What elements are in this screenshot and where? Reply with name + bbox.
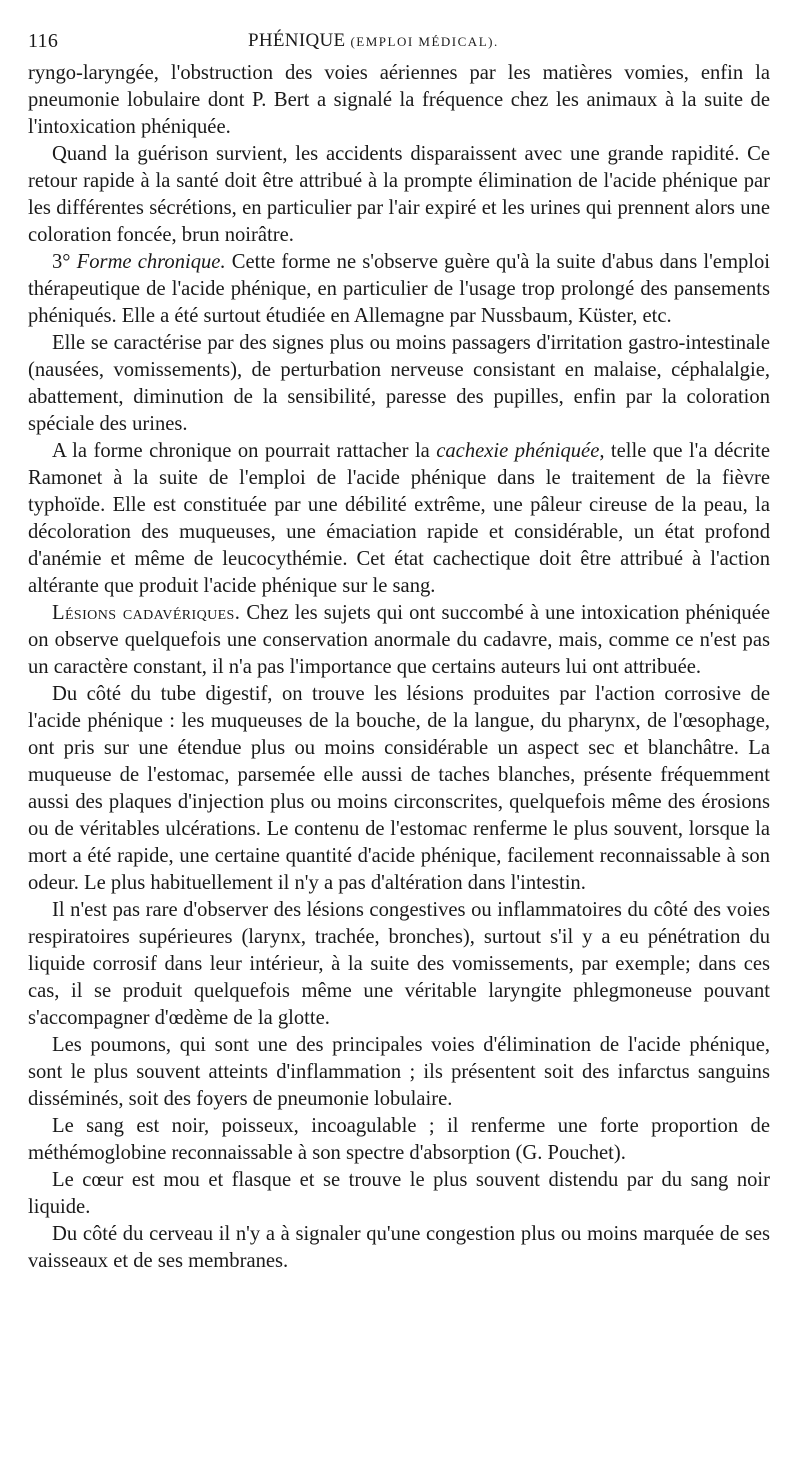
paragraph-text: Le sang est noir, poisseux, incoagulable ; il renferme une forte proportion de méthémoglobine reconnaissable à son spectre d'absorption (G. Pouchet). [28,1115,770,1164]
paragraph [28,1113,770,1167]
paragraph [28,1167,770,1221]
paragraph [28,1032,770,1113]
paragraph [28,60,770,141]
paragraph-text: Le cœur est mou et flasque et se trouve le plus souvent distendu par du sang noir liquide. [28,1169,770,1218]
paragraph [28,249,770,330]
paragraph [28,141,770,249]
paragraph [28,438,770,600]
paragraph [28,681,770,897]
page-number: 116 [28,30,59,52]
paragraph-text: Chez les sujets qui ont succombé à une intoxication phéniquée on observe quelquefois une conservation anormale du cadavre, mais, comme ce n'est pas un caractère constant, il n'a pas l'importance que certains auteurs lui ont attribuée. [28,602,770,678]
body-text [28,60,770,1275]
paragraph-text: ryngo-laryngée, l'obstruction des voies aériennes par les matières vomies, enfin la pneumonie lobulaire dont P. Bert a signalé la fréquence chez les animaux à la suite de l'intoxication phéniquée. [28,62,770,138]
paragraph-text: Du côté du cerveau il n'y a à signaler qu'une congestion plus ou moins marquée de ses vaisseaux et de ses membranes. [28,1223,770,1272]
paragraph [28,330,770,438]
paragraph-text: Cette forme ne s'observe guère qu'à la suite d'abus dans l'emploi thérapeutique de l'acide phénique, en particulier de l'usage trop prolongé des pansements phéniqués. Elle a été surtout étudiée en Allemagne par Nussbaum, Küster, etc. [28,251,771,327]
italic-term: cachexie phéniquée, [436,440,605,462]
paragraph-text: Elle se caractérise par des signes plus ou moins passagers d'irritation gastro-intestinale (nausées, vomissements), de perturbation nerveuse consistant en malaise, céphalalgie, abattement, diminution de la sensibilité, paresse des pupilles, enfin par la coloration spéciale des urines. [28,332,770,435]
paragraph-text: Il n'est pas rare d'observer des lésions congestives ou inflammatoires du côté des voies respiratoires supérieures (larynx, trachée, bronches), surtout s'il y a eu pénétration du liquide corrosif dans leur intérieur, à la suite des vomissements, par exemple; dans ces cas, il se produit quelquefois même une véritable laryngite phlegmoneuse pouvant s'accompagner d'œdème de la glotte. [28,899,770,1029]
paragraph [28,600,770,681]
paragraph-text: Les poumons, qui sont une des principales voies d'élimination de l'acide phénique, sont le plus souvent atteints d'inflammation ; ils présentent soit des infarctus sanguins disséminés, soit des foyers de pneumonie lobulaire. [28,1034,770,1110]
paragraph-text: Du côté du tube digestif, on trouve les lésions produites par l'action corrosive de l'acide phénique : les muqueuses de la bouche, de la langue, du pharynx, de l'œsophage, ont pris sur une étendue plus ou moins considérable un aspect sec et blanchâtre. La muqueuse de l'estomac, parsemée elle aussi de taches blanches, présente fréquemment aussi des plaques d'injection plus ou moins circonscrites, quelquefois même des érosions ou de véritables ulcérations. Le contenu de l'estomac renferme le plus souvent, lorsque la mort a été rapide, une certaine quantité d'acide phénique, facilement reconnaissable à son odeur. Le plus habituellement il n'y a pas d'altération dans l'intestin. [28,683,770,894]
running-title [248,30,499,52]
paragraph-text: Quand la guérison survient, les accidents disparaissent avec une grande rapidité. Ce retour rapide à la santé doit être attribué à la prompte élimination de l'acide phénique par les différentes sécrétions, en particulier par l'air expiré et les urines qui prennent alors une coloration foncée, brun noirâtre. [28,143,770,246]
section-heading: Forme chronique. [76,251,226,273]
paragraph-text: telle que l'a décrite Ramonet à la suite de l'emploi de l'acide phénique dans le traitement de la fièvre typhoïde. Elle est constituée par une débilité extrême, une pâleur cireuse de la peau, la décoloration des muqueuses, une émaciation rapide et considérable, un état profond d'anémie et même de leucocythémie. Cet état cachectique doit être attribué à l'action altérante que produit l'acide phénique sur le sang. [28,440,770,597]
paragraph [28,897,770,1032]
book-page [28,30,770,1275]
section-heading: Lésions cadavériques. [52,602,241,624]
paragraph-text-before: A la forme chronique on pourrait rattacher la [52,440,437,462]
running-header [28,30,770,60]
running-title-main: PHÉNIQUE [248,30,346,51]
section-number: 3° [52,251,77,273]
running-title-subtitle: (EMPLOI MÉDICAL). [350,34,499,49]
paragraph [28,1221,770,1275]
